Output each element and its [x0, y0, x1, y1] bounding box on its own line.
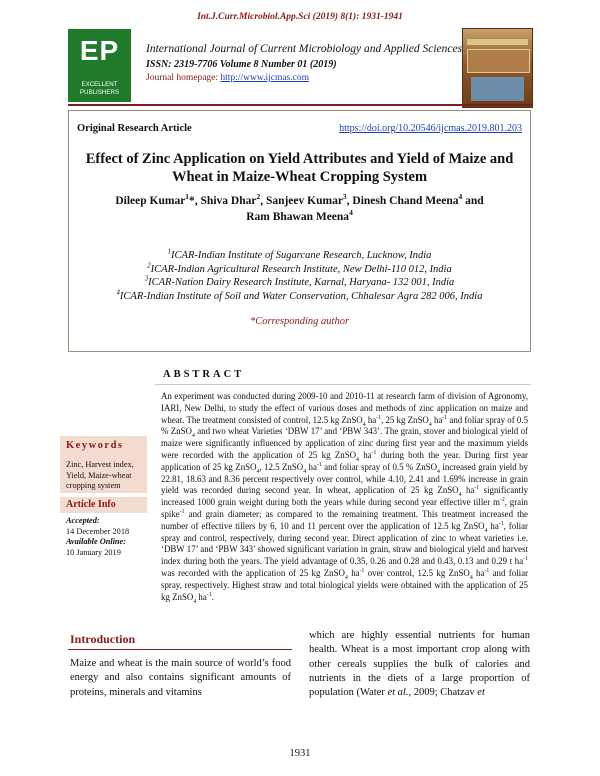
aff-sup: 4	[116, 289, 120, 296]
author-list	[68, 193, 531, 225]
keywords-text: Zinc, Harvest index, Yield, Maize-wheat cropping system	[66, 460, 134, 490]
author-name: Dileep Kumar	[115, 195, 186, 207]
author-sup: 1	[185, 192, 190, 202]
abstract-heading: ABSTRACT	[163, 369, 245, 380]
running-head: Int.J.Curr.Microbiol.App.Sci (2019) 8(1): 1931-1941	[197, 12, 403, 22]
article-info-dates	[66, 516, 146, 558]
introduction-heading: Introduction	[70, 632, 136, 646]
cover-title-block	[467, 49, 530, 73]
author-name: Dinesh Chand Meena	[352, 195, 459, 207]
affiliation	[68, 263, 531, 277]
homepage-link[interactable]: http://www.ijcmas.com	[220, 73, 309, 83]
title-line-1: Effect of Zinc Application on Yield Attributes and Yield of Maize and	[85, 151, 514, 167]
affiliation	[68, 276, 531, 290]
issn-line: ISSN: 2319-7706 Volume 8 Number 01 (2019)	[146, 59, 337, 70]
aff-text: ICAR-Indian Agricultural Research Institute, New Delhi-110 012, India	[150, 263, 452, 275]
header-rule	[68, 104, 532, 106]
author-sep: ,	[260, 195, 266, 207]
article-title	[68, 150, 531, 186]
journal-homepage	[146, 73, 309, 83]
logo-line1: EXCELLENT	[81, 81, 118, 88]
aff-text: ICAR-Indian Institute of Soil and Water Conservation, Chhalesar Agra 282 006, India	[119, 290, 483, 302]
author-name: Shiva Dhar	[200, 195, 257, 207]
doi-link[interactable]: https://doi.org/10.20546/ijcmas.2019.801.203	[339, 123, 522, 134]
affiliation	[68, 290, 531, 304]
cover-photo	[471, 77, 524, 101]
logo-line2: PUBLISHERS	[79, 89, 120, 96]
article-info-heading: Article Info	[66, 499, 116, 510]
logo-letters: EP	[79, 35, 120, 66]
journal-cover-image	[462, 28, 533, 108]
author-sep: *,	[189, 195, 201, 207]
publisher-logo	[68, 29, 131, 102]
author-sep: ,	[346, 195, 353, 207]
introduction-rule	[68, 649, 292, 650]
author-name: Sanjeev Kumar	[265, 195, 343, 207]
accepted-label: Accepted:	[66, 516, 100, 525]
homepage-label: Journal homepage:	[146, 73, 221, 83]
author-sup: 4	[349, 208, 353, 218]
keywords-heading: Keywords	[66, 440, 124, 451]
author-sup: 4	[458, 192, 463, 202]
author-sep: and	[462, 195, 484, 207]
aff-text: ICAR-Indian Institute of Sugarcane Research, Lucknow, India	[171, 250, 432, 261]
corresponding-author: *Corresponding author	[249, 316, 350, 327]
intro-column-2: which are highly essential nutrients for human health. Wheat is a most important crop along with other cereals supplies the bulk of calories and nutrients in the diets of a large proportion of population (Water et al., 2009; Chatzav et	[309, 630, 530, 699]
page-number: 1931	[289, 748, 311, 759]
affiliations	[68, 249, 531, 303]
aff-sup: 3	[144, 275, 149, 283]
accepted-date: 14 December 2018	[66, 526, 130, 536]
affiliation	[68, 249, 531, 263]
author-sup: 3	[342, 192, 347, 202]
aff-text: ICAR-Nation Dairy Research Institute, Karnal, Haryana- 132 001, India	[148, 277, 455, 288]
cover-band	[467, 39, 528, 45]
online-label: Available Online:	[66, 537, 126, 546]
aff-sup: 1	[167, 248, 172, 256]
author-sup: 2	[256, 192, 261, 202]
journal-title: International Journal of Current Microbiology and Applied Sciences	[146, 43, 463, 55]
logo-text	[68, 81, 131, 97]
abstract-text: An experiment was conducted during 2009-10 and 2010-11 at research farm of division of Agronomy, IARI, New Delhi, to study the effect of various doses and methods of zinc application on maize and wheat. The treatment consisted of control, 12.5 kg ZnSO$_4$ $ha^{-1}$, 25 kg ZnSO$_4$ $ha^{-1}$ and foliar spray of 0.5 % ZnSO$_4$ and two wheat Varieties ‘DBW 17’ and ‘PBW 343’. The grain, stover and biological yield of maize were significantly influenced by application of zinc during first year and the maximum yields were recorded with the application of 25 kg ZnSO$_4$ $ha^{-1}$ during both the year. During first year application of 25 kg ZnSO$_4$, 12.5 ZnSO$_4$ $ha^{-1}$ and foliar spray of 0.5 % ZnSO$_4$ increased grain yield by 22.81, 18.63 and 8.36 percent respectively over control, while 4.10, 2.41 and 1.69% increase in grain yield was recorded during second year. In wheat, application of 25 kg ZnSO$_4$ $ha^{-1}$ significantly increased 1000 grain weight during both the years while during second year effective tiller $m^{-2}$, grain spike$^{-1}$ and grain diameter; as compared to the remaining treatment. This treatment increased the number of effective tillers by 6, 10 and 11 percent over the application of 12.5 kg ZnSO$_4$ $ha^{-1}$, foliar spray and control, respectively, during second year. Direct application of zinc to wheat varieties i.e. ‘DBW 17’ and ‘PBW 343’ showed significant variation in grain, straw and biological yield and harvest index during both the years. The yield advantage of 0.35, 0.26 and 0.28 and 0.43, 0.13 and 0.29 t $ha^{-1}$ was recorded with the application of 25 kg ZnSO$_4$ $ha^{-1}$ over control, 12.5 kg ZnSO$_4$ $ha^{-1}$ and foliar spray, respectively. Highest straw and total biological yields were obtained with the application of 25 kg ZnSO$_4$ $ha^{-1}$.	[161, 391, 529, 605]
title-line-2: Wheat in Maize-Wheat Cropping System	[171, 169, 428, 185]
aff-sup: 2	[147, 262, 151, 269]
article-type: Original Research Article	[77, 123, 192, 134]
abstract-rule	[155, 384, 531, 385]
intro-column-1: Maize and wheat is the main source of world’s food energy and also contains significant amounts of proteins, minerals and vitamins	[70, 658, 291, 698]
online-date: 10 January 2019	[66, 547, 121, 557]
author-name: Ram Bhawan Meena	[246, 211, 350, 223]
